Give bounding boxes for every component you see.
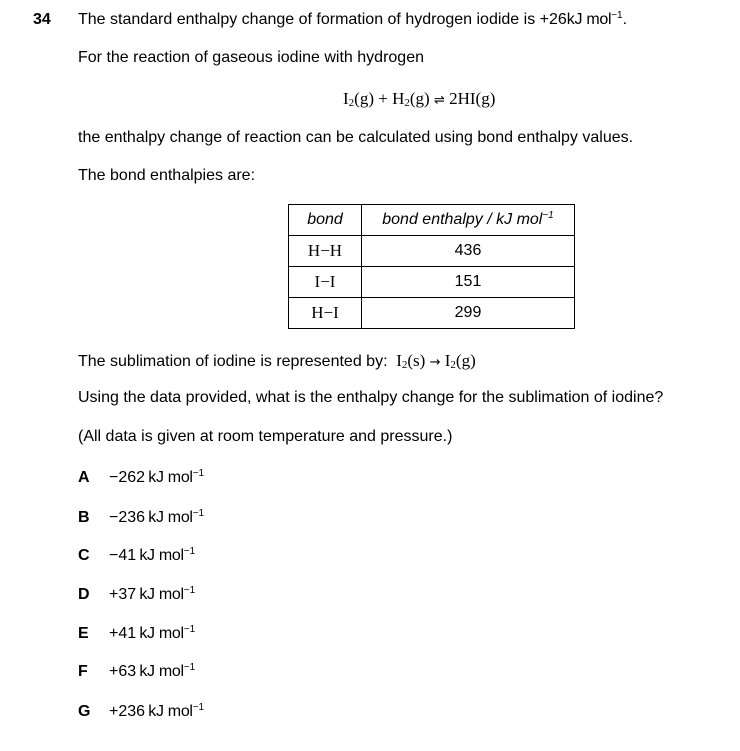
option-value: −262 kJ mol$^{-1}$ <box>109 468 205 486</box>
eq-h2-symbol: H <box>392 89 405 108</box>
header-enthalpy-text: bond enthalpy / kJ mol <box>382 211 543 228</box>
table-row <box>289 267 575 298</box>
option-value: +41 kJ mol$^{-1}$ <box>109 624 196 642</box>
eq-i2-state: (g) <box>354 89 374 108</box>
stem-line1-text: The standard enthalpy change of formation of hydrogen iodide is +26 <box>78 11 567 28</box>
option-value: −236 kJ mol$^{-1}$ <box>109 508 205 526</box>
option-value: −41 kJ mol$^{-1}$ <box>109 546 196 564</box>
question-stem-line2: For the reaction of gaseous iodine with hydrogen <box>78 49 424 66</box>
option-letter: D <box>78 586 90 603</box>
question-number: 34 <box>33 11 51 28</box>
option-letter: C <box>78 547 90 564</box>
option-value: +63 kJ mol$^{-1}$ <box>109 662 196 680</box>
stem-line1-exponent: −1 <box>611 10 623 21</box>
eq-plus: + <box>378 89 388 108</box>
option-value: +37 kJ mol$^{-1}$ <box>109 585 196 603</box>
bond-cell: H−I <box>289 298 362 329</box>
option-letter: E <box>78 625 89 642</box>
bond-cell: H−H <box>289 236 362 267</box>
sublimation-line <box>78 351 476 371</box>
sub-left-state: (s) <box>407 351 426 370</box>
table-row <box>289 298 575 329</box>
option-value: +236 kJ mol$^{-1}$ <box>109 702 205 720</box>
sublimation-text: The sublimation of iodine is represented by: <box>78 353 388 370</box>
header-enthalpy <box>362 205 575 236</box>
bond-enthalpy-table <box>288 204 575 329</box>
option-letter: F <box>78 663 88 680</box>
equilibrium-arrow-icon: ⇌ <box>433 93 445 108</box>
question-note: (All data is given at room temperature and pressure.) <box>78 428 453 445</box>
header-enthalpy-exponent: −1 <box>542 210 554 221</box>
value-cell: 299 <box>362 298 575 329</box>
option-letter: B <box>78 509 90 526</box>
question-prompt: Using the data provided, what is the enthalpy change for the sublimation of iodine? <box>78 389 664 406</box>
table-row <box>289 236 575 267</box>
stem-line1-end: . <box>622 11 628 28</box>
question-stem-line4: The bond enthalpies are: <box>78 167 256 184</box>
stem-line1-unit: kJ mol <box>566 11 612 28</box>
eq-i2-subscript: 2 <box>348 97 355 109</box>
value-cell: 151 <box>362 267 575 298</box>
eq-h2-state: (g) <box>409 89 430 108</box>
question-stem-line1 <box>78 11 627 29</box>
table-header-row <box>289 205 575 236</box>
sub-right-state: (g) <box>455 351 476 370</box>
reaction-equation <box>343 89 495 109</box>
sub-left-symbol: I <box>396 351 402 370</box>
value-cell: 436 <box>362 236 575 267</box>
eq-h2-subscript: 2 <box>404 97 410 109</box>
sub-right-subscript: 2 <box>450 359 456 371</box>
eq-i2-symbol: I <box>343 89 349 108</box>
question-stem-line3: the enthalpy change of reaction can be calculated using bond enthalpy values. <box>78 129 634 146</box>
reaction-arrow-icon: → <box>429 355 441 370</box>
eq-product: 2HI(g) <box>449 89 496 108</box>
sub-right-symbol: I <box>444 351 451 370</box>
header-bond: bond <box>289 205 362 236</box>
option-letter: A <box>78 469 90 486</box>
sublimation-equation <box>392 351 476 370</box>
option-letter: G <box>78 703 91 720</box>
sub-left-subscript: 2 <box>401 359 408 371</box>
bond-cell: I−I <box>289 267 362 298</box>
